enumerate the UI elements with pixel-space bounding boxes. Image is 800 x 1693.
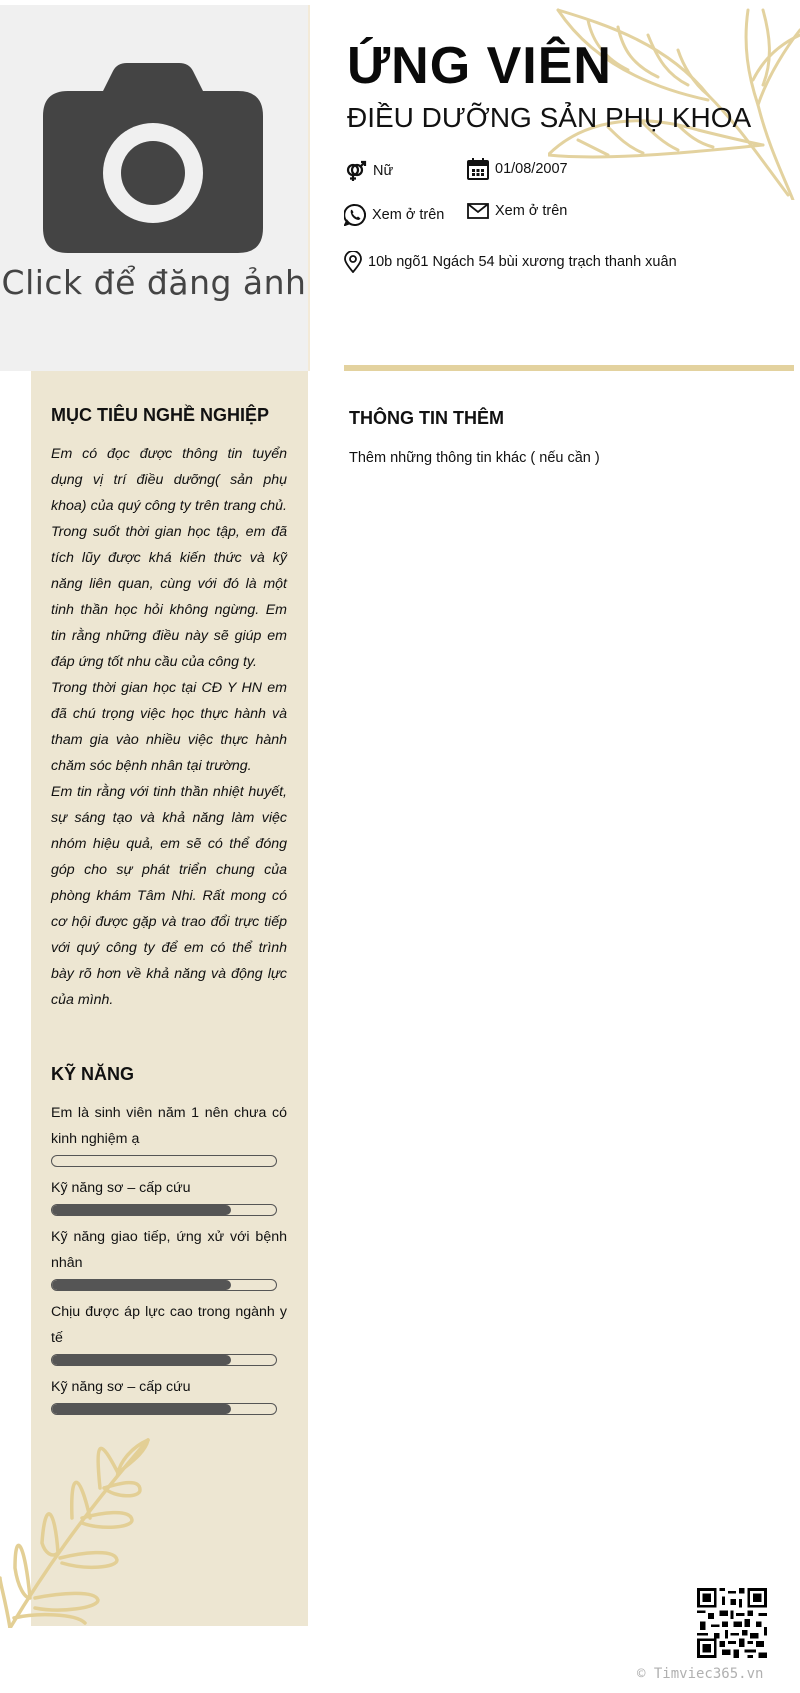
- job-title[interactable]: ĐIỀU DƯỠNG SẢN PHỤ KHOA: [347, 102, 752, 133]
- skill-item[interactable]: [51, 1299, 287, 1366]
- leaf-decoration-bottom-icon: [0, 1418, 160, 1628]
- skill-level-bar: [51, 1204, 277, 1216]
- photo-divider: [308, 5, 310, 371]
- skill-name: Kỹ năng giao tiếp, ứng xử với bệnh nhân: [51, 1229, 287, 1271]
- objective-paragraph: Em có đọc được thông tin tuyển dụng vị trí điều dưỡng( sản phụ khoa) của quý công ty trên trang chủ. Trong suốt thời gian học tập, em đã tích lũy được khá kiến thức và kỹ năng liên quan, cùng với đó là một tinh thần học hỏi không ngừng. Em tin rằng những điều này sẽ giúp em đáp ứng tốt nhu cầu của công ty.: [51, 446, 287, 670]
- objective-text[interactable]: [51, 441, 287, 1013]
- birthday-field[interactable]: [467, 158, 568, 180]
- camera-icon: [43, 63, 263, 253]
- skill-item[interactable]: [51, 1224, 287, 1291]
- candidate-name[interactable]: ỨNG VIÊN: [347, 37, 612, 95]
- calendar-icon: [467, 158, 489, 180]
- birthday-value: 01/08/2007: [495, 161, 568, 177]
- phone-value: Xem ở trên: [372, 207, 445, 223]
- skill-name: Kỹ năng sơ – cấp cứu: [51, 1180, 191, 1196]
- skill-level-fill: [52, 1280, 231, 1290]
- skill-level-bar: [51, 1403, 277, 1415]
- skill-level-bar: [51, 1155, 277, 1167]
- objective-paragraph: Trong thời gian học tại CĐ Y HN em đã chú trọng việc học thực hành và tham gia vào nhiều việc thực hành chăm sóc bệnh nhân tại trường.: [51, 680, 287, 774]
- skill-item[interactable]: [51, 1175, 287, 1216]
- address-value: 10b ngõ1 Ngách 54 bùi xương trạch thanh xuân: [368, 254, 677, 270]
- skill-item[interactable]: [51, 1100, 287, 1167]
- gender-field[interactable]: [345, 160, 393, 182]
- mail-icon: [467, 202, 489, 220]
- objective-title: MỤC TIÊU NGHỀ NGHIỆP: [51, 405, 270, 425]
- skill-level-fill: [52, 1355, 231, 1365]
- email-field[interactable]: [467, 202, 567, 220]
- location-pin-icon: [344, 251, 362, 273]
- skill-name: Em là sinh viên năm 1 nên chưa có kinh nghiệm ạ: [51, 1105, 287, 1147]
- skill-level-fill: [52, 1404, 231, 1414]
- skill-item[interactable]: [51, 1374, 287, 1415]
- address-field[interactable]: [344, 251, 677, 273]
- objective-paragraph: Em tin rằng với tinh thần nhiệt huyết, sự sáng tạo và khả năng làm việc nhóm hiệu quả, em sẽ có thể đóng góp cho sự phát triển chung của phòng khám Tâm Nhi. Rất mong có cơ hội được gặp và trao đổi trực tiếp với quý công ty để em có thể trình bày rõ hơn về khả năng và động lực của mình.: [51, 784, 287, 1008]
- photo-upload-area[interactable]: [0, 5, 308, 371]
- skills-title: KỸ NĂNG: [51, 1064, 135, 1084]
- photo-upload-caption: Click để đăng ảnh: [1, 263, 307, 302]
- copyright-footer: © Timviec365.vn: [637, 1666, 764, 1682]
- additional-info-title: THÔNG TIN THÊM: [349, 408, 504, 428]
- skill-level-bar: [51, 1279, 277, 1291]
- additional-info-text[interactable]: Thêm những thông tin khác ( nếu cần ): [349, 450, 600, 466]
- skill-level-fill: [52, 1205, 231, 1215]
- email-value: Xem ở trên: [495, 203, 568, 219]
- gender-value: Nữ: [373, 163, 394, 179]
- gold-divider: [344, 365, 794, 371]
- skills-list: [51, 1100, 287, 1423]
- phone-icon: [344, 204, 366, 226]
- skill-name: Kỹ năng sơ – cấp cứu: [51, 1379, 191, 1395]
- skill-name: Chịu được áp lực cao trong ngành y tế: [51, 1304, 287, 1346]
- qr-code-icon: [697, 1588, 767, 1658]
- phone-field[interactable]: [344, 204, 444, 226]
- gender-icon: [345, 160, 367, 182]
- skill-level-bar: [51, 1354, 277, 1366]
